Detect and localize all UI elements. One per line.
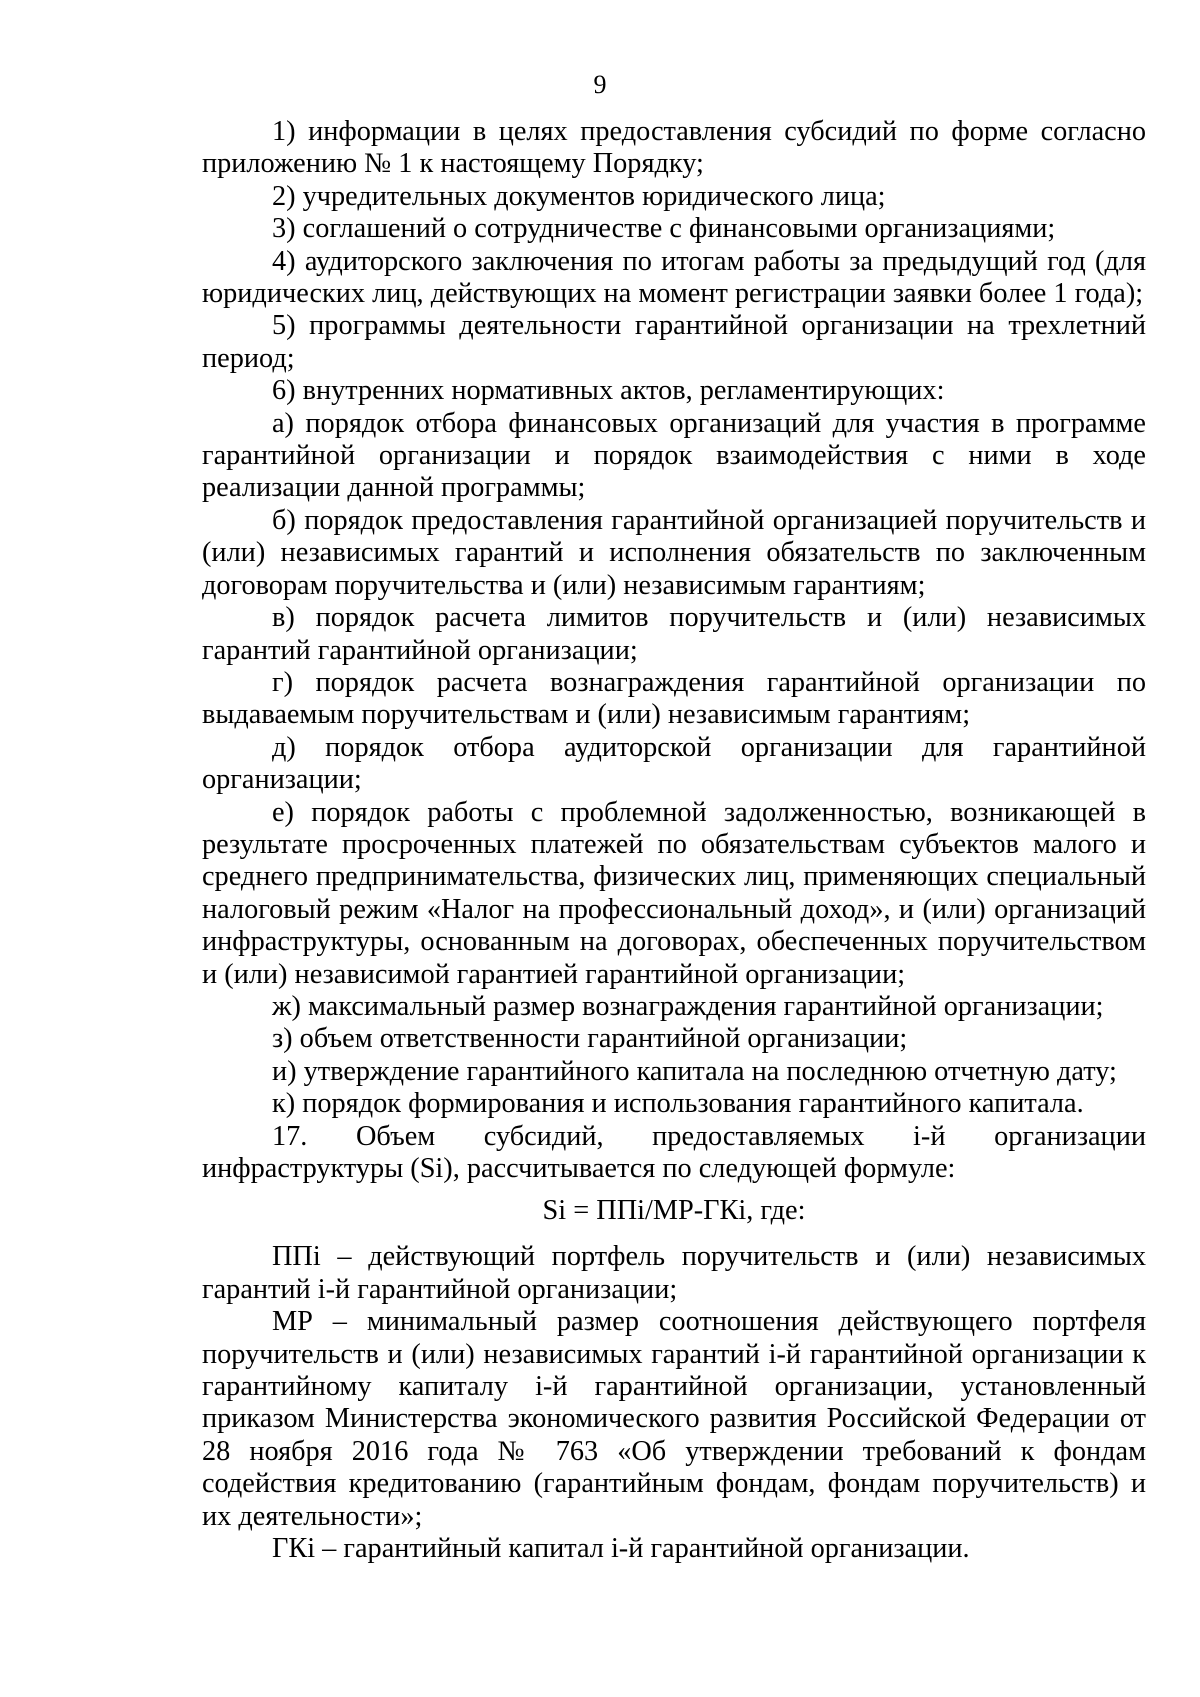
sub-item-a: а) порядок отбора финансовых организаций для участия в программе гарантийной организации и порядок взаимодействия с ними в ходе реализации данной программы; — [202, 407, 1146, 504]
list-item-6: 6) внутренних нормативных актов, регламентирующих: — [272, 375, 945, 407]
sub-item-b: б) порядок предоставления гарантийной организацией поручительств и (или) независимых гарантий и исполнения обязательств по заключенным договорам поручительства и (или) независимым гарантиям; — [202, 504, 1146, 601]
document-body — [202, 116, 1146, 1565]
sub-item-d: д) порядок отбора аудиторской организации для гарантийной организации; — [202, 731, 1146, 796]
sub-item-zh: ж) максимальный размер вознаграждения гарантийной организации; — [272, 990, 1104, 1022]
sub-item-g: г) порядок расчета вознаграждения гарантийной организации по выдаваемым поручительствам и (или) независимым гарантиям; — [202, 666, 1146, 731]
definition-mr: МР – минимальный размер соотношения действующего портфеля поручительств и (или) независимых гарантий i-й гарантийной организации к гарантийному капиталу i-й гарантийной организации, установленный приказом Министерства экономического развития Российской Федерации от 28 ноября 2016 года № 763 «Об утверждении требований к фондам содействия кредитованию (гарантийным фондам, фондам поручительств) и их деятельности»; — [202, 1306, 1146, 1532]
list-item-2: 2) учредительных документов юридического лица; — [272, 180, 886, 212]
list-item-5: 5) программы деятельности гарантийной организации на трехлетний период; — [202, 310, 1146, 374]
list-item-4: 4) аудиторского заключения по итогам работы за предыдущий год (для юридических лиц, действующих на момент регистрации заявки более 1 года); — [202, 245, 1146, 310]
sub-item-e: е) порядок работы с проблемной задолженностью, возникающей в результате просроченных платежей по обязательствам субъектов малого и среднего предпринимательства, физических лиц, применяющих специальный налоговый режим «Налог на профессиональный доход», и (или) организаций инфраструктуры, основанным на договорах, обеспеченных поручительством и (или) независимой гарантией гарантийной организации; — [202, 796, 1146, 990]
list-item-1: 1) информации в целях предоставления субсидий по форме согласно приложению № 1 к настоящему Порядку; — [202, 116, 1146, 180]
sub-item-k: к) порядок формирования и использования гарантийного капитала. — [272, 1088, 1084, 1120]
list-item-3: 3) соглашений о сотрудничестве с финансовыми организациями; — [272, 213, 1056, 245]
sub-item-v: в) порядок расчета лимитов поручительств и (или) независимых гарантий гарантийной организации; — [202, 602, 1146, 666]
sub-item-i: и) утверждение гарантийного капитала на последнюю отчетную дату; — [272, 1055, 1117, 1087]
subsidy-formula: Si = ППi/МР-ГКi, где: — [542, 1195, 806, 1227]
section-17-paragraph: 17. Объем субсидий, предоставляемых i-й организации инфраструктуры (Si), рассчитывается по следующей формуле: — [202, 1120, 1146, 1184]
sub-item-z: з) объем ответственности гарантийной организации; — [272, 1023, 908, 1055]
page-number: 9 — [593, 70, 607, 99]
definition-ppi: ППi – действующий портфель поручительств и (или) независимых гарантий i-й гарантийной организации; — [202, 1241, 1146, 1305]
definition-gki: ГКi – гарантийный капитал i-й гарантийной организации. — [272, 1533, 970, 1565]
